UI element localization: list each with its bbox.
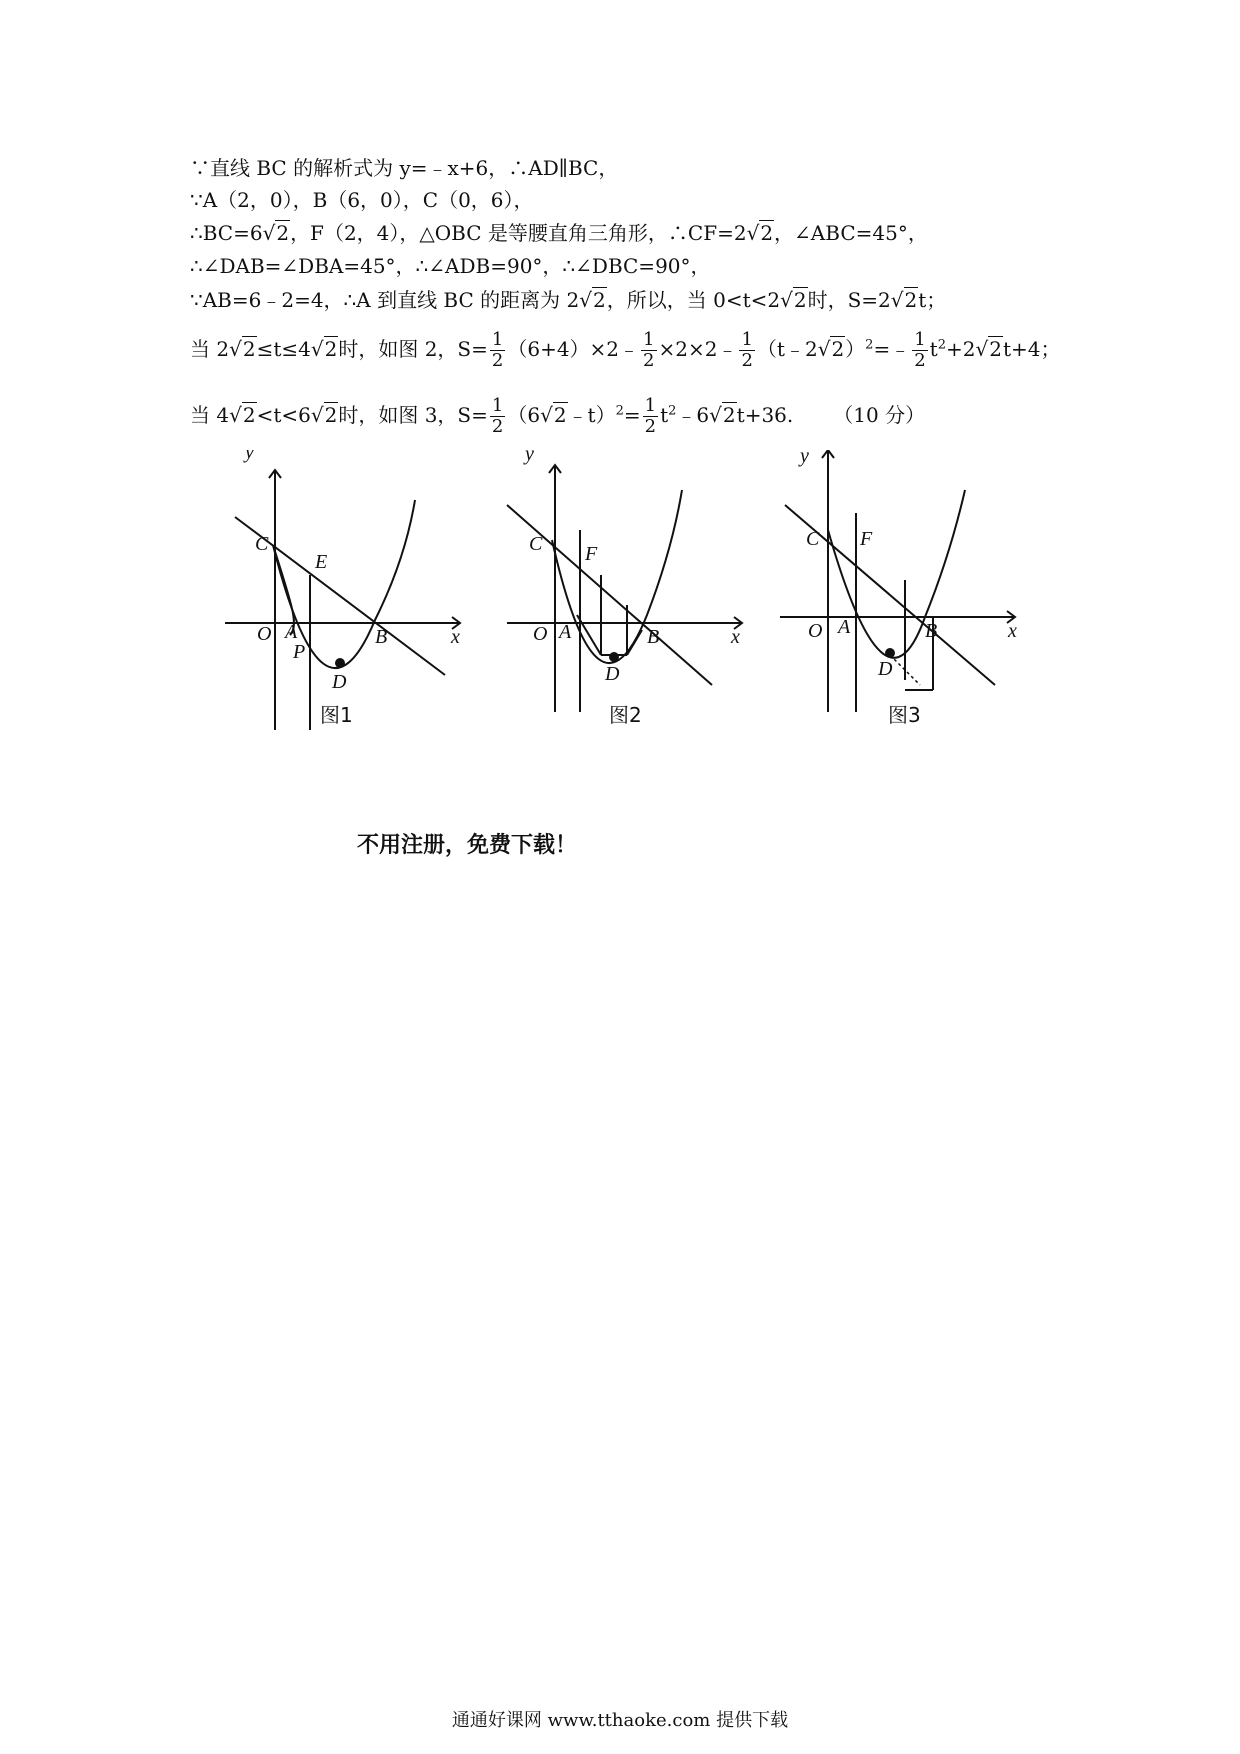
- sqrt-arg: 2: [989, 337, 1002, 361]
- figure-2: [497, 450, 757, 744]
- figure-3-graph: [770, 450, 1040, 740]
- sqrt-expr: √2: [229, 403, 256, 427]
- sqrt-expr: √2: [310, 337, 338, 361]
- denominator: 2: [491, 350, 504, 371]
- exponent: 2: [615, 403, 624, 419]
- text: ﹣6: [676, 403, 710, 427]
- label-c: C: [529, 533, 543, 555]
- solution-line-1: [190, 156, 618, 180]
- text: =: [623, 403, 641, 427]
- solution-line-2: [190, 188, 534, 212]
- label-f: F: [585, 543, 598, 565]
- label-x: x: [451, 626, 460, 648]
- footer-text: 通通好课网 www.tthaoke.com 提供下载: [451, 1710, 789, 1731]
- text: ）: [845, 337, 866, 361]
- label-o: O: [533, 623, 548, 645]
- text: ∴BC=6: [190, 221, 263, 245]
- text: 时，如图 3，S=: [338, 403, 488, 427]
- numerator: 1: [644, 395, 657, 416]
- label-x: x: [1008, 620, 1017, 642]
- label-c: C: [806, 528, 820, 550]
- sqrt-arg: 2: [242, 337, 256, 361]
- sqrt-arg: 2: [760, 221, 774, 245]
- label-f: F: [860, 528, 873, 550]
- exponent: 2: [937, 337, 946, 353]
- solution-line-5: [190, 288, 946, 312]
- sqrt-expr: √2: [709, 403, 736, 427]
- numerator: 1: [643, 329, 655, 350]
- sqrt-expr: √2: [310, 403, 338, 427]
- denominator: 2: [914, 350, 926, 371]
- label-y: y: [245, 450, 254, 463]
- sqrt-arg: 2: [276, 221, 290, 245]
- text: t；: [918, 288, 947, 312]
- label-d: D: [878, 658, 893, 680]
- sqrt-expr: √2: [262, 221, 290, 245]
- sqrt-arg: 2: [553, 403, 567, 427]
- text: 当 2: [190, 337, 230, 361]
- text: t: [929, 337, 938, 361]
- numerator: 1: [741, 329, 753, 350]
- label-b: B: [375, 626, 388, 648]
- exponent: 2: [865, 337, 874, 353]
- text: t+4；: [1002, 337, 1061, 361]
- sqrt-arg: 2: [242, 403, 256, 427]
- fraction-half: [739, 330, 754, 371]
- figure-2-graph: [497, 450, 757, 740]
- point-d: [335, 658, 345, 668]
- sqrt-expr: √2: [540, 403, 567, 427]
- sqrt-expr: √2: [579, 288, 606, 312]
- label-a: A: [559, 621, 572, 643]
- label-b: B: [925, 620, 938, 642]
- denominator: 2: [644, 416, 657, 437]
- label-o: O: [808, 620, 823, 642]
- caption: 图1: [320, 703, 353, 727]
- text: t: [660, 403, 669, 427]
- sqrt-arg: 2: [593, 288, 606, 312]
- denominator: 2: [643, 350, 655, 371]
- text: 当 4: [190, 403, 230, 427]
- fraction-half: [643, 396, 658, 437]
- label-d: D: [605, 663, 620, 685]
- text: =﹣: [873, 337, 911, 361]
- exponent: 2: [668, 403, 677, 419]
- fraction-half: [641, 330, 656, 371]
- text: t+36.: [736, 403, 794, 427]
- denominator: 2: [491, 416, 504, 437]
- label-y: y: [525, 450, 534, 465]
- label-e: E: [315, 551, 328, 573]
- text: （6: [507, 403, 541, 427]
- text: ∵直线 BC 的解析式为 y=﹣x+6，∴AD∥BC，: [190, 156, 619, 180]
- sqrt-arg: 2: [793, 288, 807, 312]
- solution-line-7: [190, 396, 925, 437]
- numerator: 1: [491, 395, 504, 416]
- text: ×2×2﹣: [658, 337, 738, 361]
- sqrt-expr: √2: [780, 288, 807, 312]
- label-d: D: [332, 671, 347, 693]
- text: +2: [946, 337, 976, 361]
- text: ≤t≤4: [256, 337, 311, 361]
- text: ∵AB=6﹣2=4，∴A 到直线 BC 的距离为 2: [190, 288, 580, 312]
- fraction-half: [912, 330, 927, 371]
- fraction-half: [490, 396, 505, 437]
- solution-line-6: [190, 330, 1061, 371]
- text: 时，如图 2，S=: [338, 337, 488, 361]
- text: ∵A（2，0），B（6，0），C（0，6），: [190, 188, 534, 212]
- label-a: A: [285, 621, 298, 643]
- text: ∴∠DAB=∠DBA=45°，∴∠ADB=90°，∴∠DBC=90°，: [190, 254, 711, 278]
- label-y: y: [800, 450, 809, 467]
- sqrt-arg: 2: [324, 337, 338, 361]
- sqrt-arg: 2: [831, 337, 845, 361]
- text: ﹣t）: [567, 403, 616, 427]
- figure-3: [770, 450, 1040, 744]
- figure-1: [215, 450, 475, 744]
- caption: 图3: [888, 703, 921, 727]
- numerator: 1: [914, 329, 926, 350]
- text: 时，S=2: [807, 288, 891, 312]
- sqrt-expr: √2: [817, 337, 845, 361]
- caption: 图2: [609, 703, 642, 727]
- sqrt-arg: 2: [722, 403, 736, 427]
- denominator: 2: [741, 350, 753, 371]
- text: （t﹣2: [756, 337, 818, 361]
- sqrt-expr: √2: [746, 221, 774, 245]
- sqrt-expr: √2: [890, 288, 918, 312]
- label-a: A: [838, 616, 851, 638]
- label-p: P: [293, 641, 306, 663]
- numerator: 1: [491, 329, 504, 350]
- figure-1-graph: [215, 450, 475, 740]
- label-x: x: [731, 626, 740, 648]
- text: （6+4）×2﹣: [507, 337, 640, 361]
- score-note: （10 分）: [833, 403, 926, 427]
- solution-line-3: [190, 221, 928, 245]
- fraction-half: [490, 330, 505, 371]
- text: <t<6: [256, 403, 311, 427]
- sqrt-expr: √2: [975, 337, 1002, 361]
- label-c: C: [255, 533, 269, 555]
- sqrt-expr: √2: [229, 337, 256, 361]
- label-o: O: [257, 623, 272, 645]
- text: ，∠ABC=45°，: [774, 221, 928, 245]
- label-b: B: [647, 626, 660, 648]
- text: ，所以，当 0<t<2: [606, 288, 781, 312]
- solution-line-4: [190, 254, 711, 278]
- sqrt-arg: 2: [324, 403, 338, 427]
- text: ，F（2，4），△OBC 是等腰直角三角形，∴CF=2: [290, 221, 747, 245]
- sqrt-arg: 2: [904, 288, 918, 312]
- promo-text: 不用注册，免费下载！: [357, 833, 578, 858]
